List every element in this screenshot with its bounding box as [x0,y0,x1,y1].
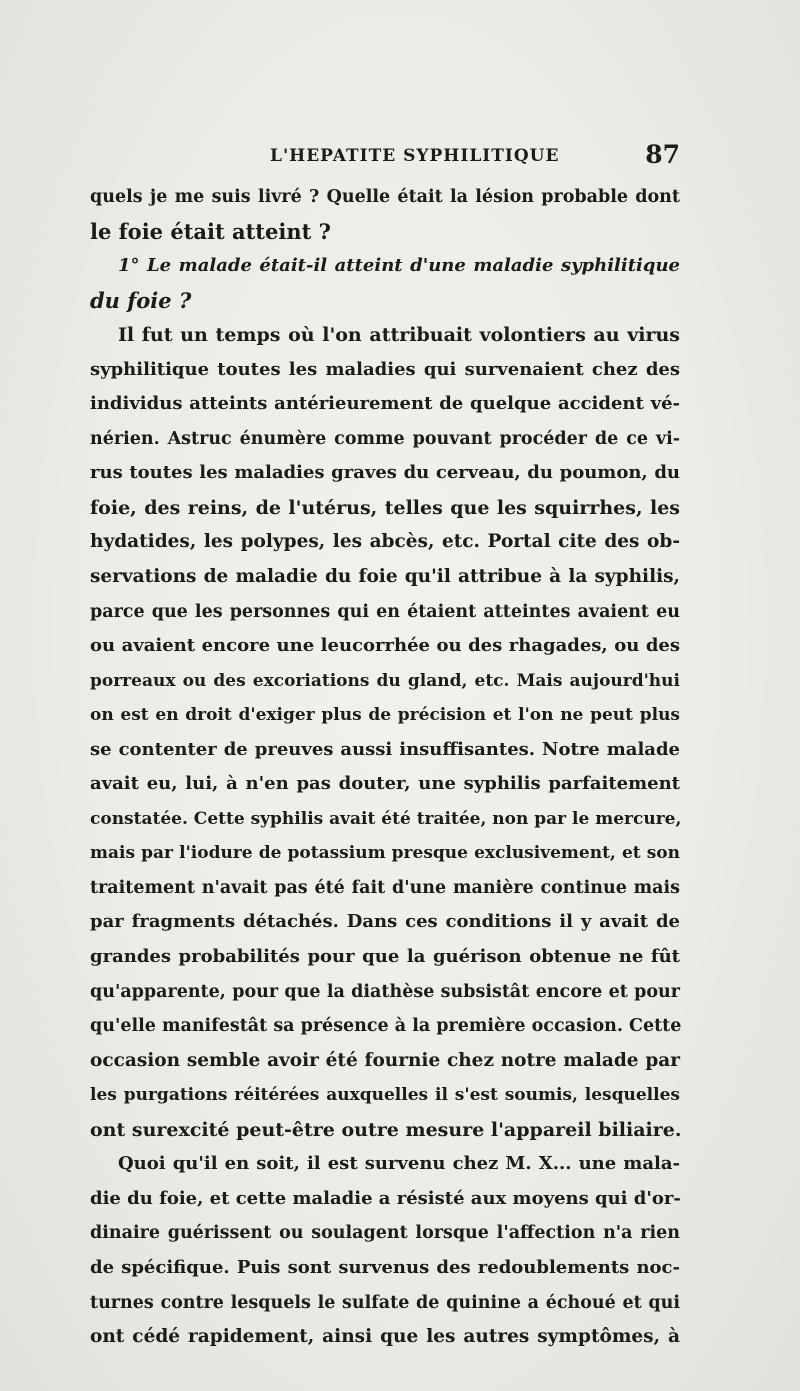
text-line: de spécifique. Puis sont survenus des redoublements noc- [90,1256,680,1278]
text-line: individus atteints antérieurement de quelque accident vé- [90,393,680,415]
text-line: les purgations réitérées auxquelles il s'est soumis, lesquelles [90,1085,680,1106]
text-line: parce que les personnes qui en étaient atteintes avaient eu [90,601,680,622]
text-line: die du foie, et cette maladie a résisté aux moyens qui d'or- [90,1187,681,1209]
text-line: ont surexcité peut-être outre mesure l'appareil biliaire. [90,1118,682,1141]
text-line: foie, des reins, de l'utérus, telles que les squirrhes, les [90,496,680,519]
running-head: L'HEPATITE SYPHILITIQUE [270,146,560,166]
text-line: par fragments détachés. Dans ces conditions il y avait de [90,911,680,933]
text-line: constatée. Cette syphilis avait été traitée, non par le mercure, [90,808,682,829]
text-line: qu'elle manifestât sa présence à la première occasion. Cette [90,1016,682,1037]
text-line: Il fut un temps où l'on attribuait volontiers au virus [118,324,680,347]
text-line: qu'apparente, pour que la diathèse subsistât encore et pour [90,981,680,1002]
body-text [90,180,680,1355]
page-number: 87 [645,140,680,169]
section-heading: 1° Le malade était-il atteint d'une maladie syphilitique [118,255,680,277]
text-line: syphilitique toutes les maladies qui survenaient chez des [90,358,680,380]
text-line: dinaire guérissent ou soulagent lorsque l'affection n'a rien [90,1223,680,1244]
text-line: se contenter de preuves aussi insuffisantes. Notre malade [90,738,680,760]
text-line: servations de maladie du foie qu'il attribue à la syphilis, [90,566,680,588]
text-line: occasion semble avoir été fournie chez notre malade par [90,1049,680,1071]
text-line: Quoi qu'il en soit, il est survenu chez M. X... une mala- [118,1153,680,1175]
text-line: on est en droit d'exiger plus de précision et l'on ne peut plus [90,705,680,726]
text-line: rus toutes les maladies graves du cerveau, du poumon, du [90,462,680,484]
text-line: ont cédé rapidement, ainsi que les autres symptômes, à [90,1326,680,1348]
page-header [90,140,680,180]
text-line: grandes probabilités pour que la guérison obtenue ne fût [90,946,680,968]
text-line: avait eu, lui, à n'en pas douter, une syphilis parfaitement [90,773,680,795]
text-line: nérien. Astruc énumère comme pouvant procéder de ce vi- [90,428,680,449]
text-line: quels je me suis livré ? Quelle était la lésion probable dont [90,187,680,207]
text-line: hydatides, les polypes, les abcès, etc. Portal cite des ob- [90,531,680,553]
text-line: le foie était atteint ? [90,218,331,244]
text-line: porreaux ou des excoriations du gland, etc. Mais aujourd'hui [90,670,680,691]
text-line: turnes contre lesquels le sulfate de quinine a échoué et qui [90,1292,680,1313]
text-line: traitement n'avait pas été fait d'une manière continue mais [90,877,680,898]
text-line: mais par l'iodure de potassium presque exclusivement, et son [90,843,680,864]
text-line: ou avaient encore une leucorrhée ou des rhagades, ou des [90,635,680,657]
section-heading: du foie ? [90,287,192,313]
